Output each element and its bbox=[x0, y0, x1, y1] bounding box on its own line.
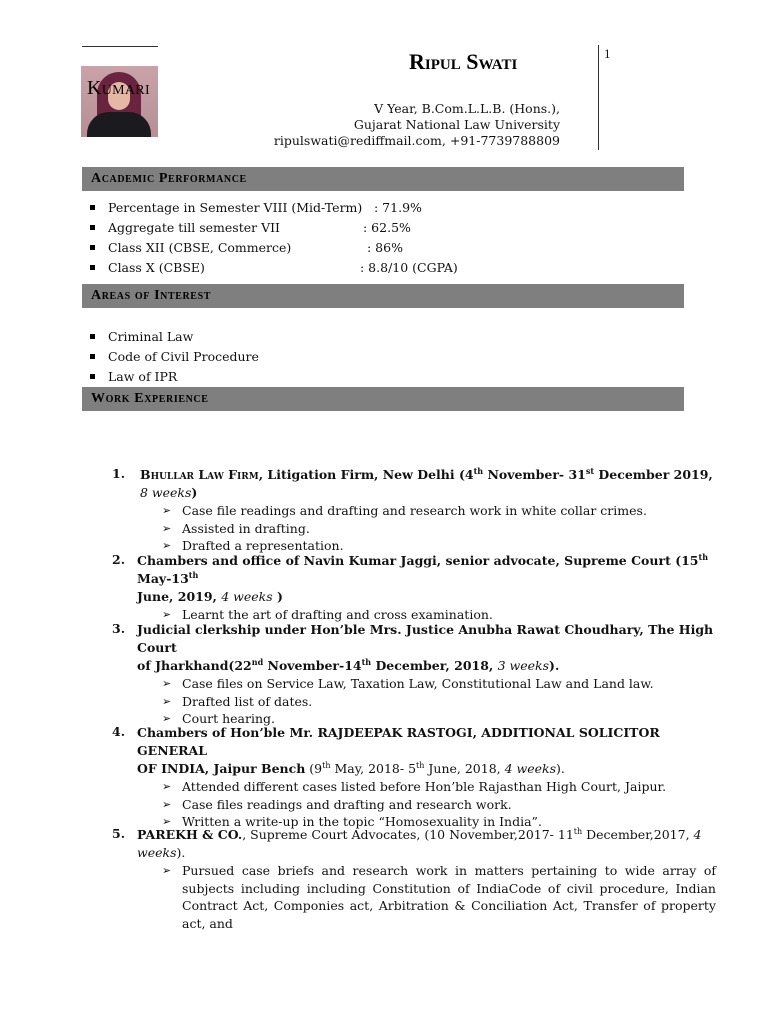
experience-point: ➢ Case files readings and drafting and research work. bbox=[162, 796, 512, 812]
experience-point: ➢ Case files on Service Law, Taxation Law, Constitutional Law and Land law. bbox=[162, 676, 654, 691]
experience-point: ➢ Attended different cases listed before Hon’ble Rajasthan High Court, Jaipur. bbox=[162, 779, 667, 794]
email-phone-line: ripulswati@rediffmail.com, +91-7739788809 bbox=[273, 133, 560, 148]
experience-title: Bhullar Law Firm, Litigation Firm, New Delhi (4th November- 31st December 2019, 8 weeks) bbox=[140, 465, 713, 500]
list-item: Aggregate till semester VII bbox=[90, 218, 280, 238]
section-academic-performance: Academic Performance bbox=[82, 167, 684, 191]
experience-item: 5. PAREKH & CO., Supreme Court Advocates, (10 November,2017- 11th December,2017, 4 weeks). ➢ Pursued case briefs and research work in matters pertaining to wide array of subjects including including Constitution of IndiaCode of civil procedure, Indian Contract Act, Componies act, Arbitration & Conciliation Act, Transfer of property act, and bbox=[112, 826, 716, 931]
header-divider bbox=[598, 45, 599, 150]
experience-title: Judicial clerkship under Hon’ble Mrs. Justice Anubha Rawat Choudhary, The High Court of Jharkhand(22nd November-14th December, 2018, 3 weeks). bbox=[137, 622, 714, 673]
list-item: Class XII (CBSE, Commerce) bbox=[90, 238, 291, 258]
experience-point: ➢ Written a write-up in the topic “Homosexuality in India”. bbox=[162, 814, 542, 829]
page-number: 1 bbox=[604, 46, 611, 61]
experience-item: 1. Bhullar Law Firm, Litigation Firm, New Delhi (4th November- 31st December 2019, 8 weeks) ➢ Case file readings and drafting and research work in white collar crimes. ➢ Assisted in drafting. ➢ Drafted a representation. bbox=[112, 466, 716, 555]
experience-point: ➢ Pursued case briefs and research work in matters pertaining to wide array of subjects including including Constitution of IndiaCode of civil procedure, Indian Contract Act, Componies act, Arbitration & Conciliation Act, Transfer of property act, and bbox=[162, 863, 716, 931]
contact-block bbox=[274, 101, 560, 149]
experience-point: ➢ Drafted a representation. bbox=[162, 538, 344, 553]
degree-line: V Year, B.Com.L.L.B. (Hons.), bbox=[374, 101, 560, 116]
experience-title: PAREKH & CO., Supreme Court Advocates, (10 November,2017- 11th December,2017, 4 weeks). bbox=[137, 826, 702, 860]
academic-value: : 8.8/10 (CGPA) bbox=[360, 260, 458, 275]
candidate-name: Ripul Swati bbox=[409, 49, 518, 74]
experience-title: Chambers and office of Navin Kumar Jaggi, senior advocate, Supreme Court (15th May-13th June, 2019, 4 weeks ) bbox=[137, 551, 709, 604]
academic-value: : 62.5% bbox=[363, 220, 411, 235]
experience-point: ➢ Court hearing. bbox=[162, 711, 276, 726]
experience-item: 4. Chambers of Hon’ble Mr. RAJDEEPAK RASTOGI, ADDITIONAL SOLICITOR GENERAL OF INDIA, Jaipur Bench (9th May, 2018- 5th June, 2018, 4 weeks). ➢ Attended different cases listed before Hon’ble Rajasthan High Court, Jaipur. ➢ Case files readings and drafting and research work. ➢ Written a write-up in the topic “Homosexuality in India”. bbox=[112, 724, 716, 831]
experience-point: ➢ Case file readings and drafting and research work in white collar crimes. bbox=[162, 503, 647, 518]
list-item: Percentage in Semester VIII (Mid-Term) bbox=[90, 198, 362, 218]
experience-point: ➢ Assisted in drafting. bbox=[162, 520, 310, 536]
list-item: Criminal Law bbox=[90, 327, 193, 347]
name-line-2: Kumari bbox=[87, 77, 150, 99]
academic-value: : 71.9% bbox=[374, 200, 422, 215]
photo-top-rule bbox=[82, 46, 158, 47]
list-item: Law of IPR bbox=[90, 367, 177, 387]
experience-point: ➢ Drafted list of dates. bbox=[162, 693, 313, 709]
list-item: Class X (CBSE) bbox=[90, 258, 205, 278]
section-work-experience: Work Experience bbox=[82, 387, 684, 411]
section-areas-of-interest: Areas of Interest bbox=[82, 284, 684, 308]
list-item: Code of Civil Procedure bbox=[90, 347, 259, 367]
experience-title: Chambers of Hon’ble Mr. RAJDEEPAK RASTOGI, ADDITIONAL SOLICITOR GENERAL OF INDIA, Jaipur Bench (9th May, 2018- 5th June, 2018, 4 weeks). bbox=[137, 725, 660, 776]
academic-value: : 86% bbox=[367, 240, 403, 255]
experience-point: ➢ Learnt the art of drafting and cross examination. bbox=[162, 607, 493, 622]
experience-item: 2. Chambers and office of Navin Kumar Jaggi, senior advocate, Supreme Court (15th May-13th June, 2019, 4 weeks ) ➢ Learnt the art of drafting and cross examination. bbox=[112, 552, 716, 624]
university-line: Gujarat National Law University bbox=[353, 117, 560, 132]
experience-item: 3. Judicial clerkship under Hon’ble Mrs. Justice Anubha Rawat Choudhary, The High Court of Jharkhand(22nd November-14th December, 2018, 3 weeks). ➢ Case files on Service Law, Taxation Law, Constitutional Law and Land law. ➢ Drafted list of dates. ➢ Court hearing. bbox=[112, 621, 716, 728]
